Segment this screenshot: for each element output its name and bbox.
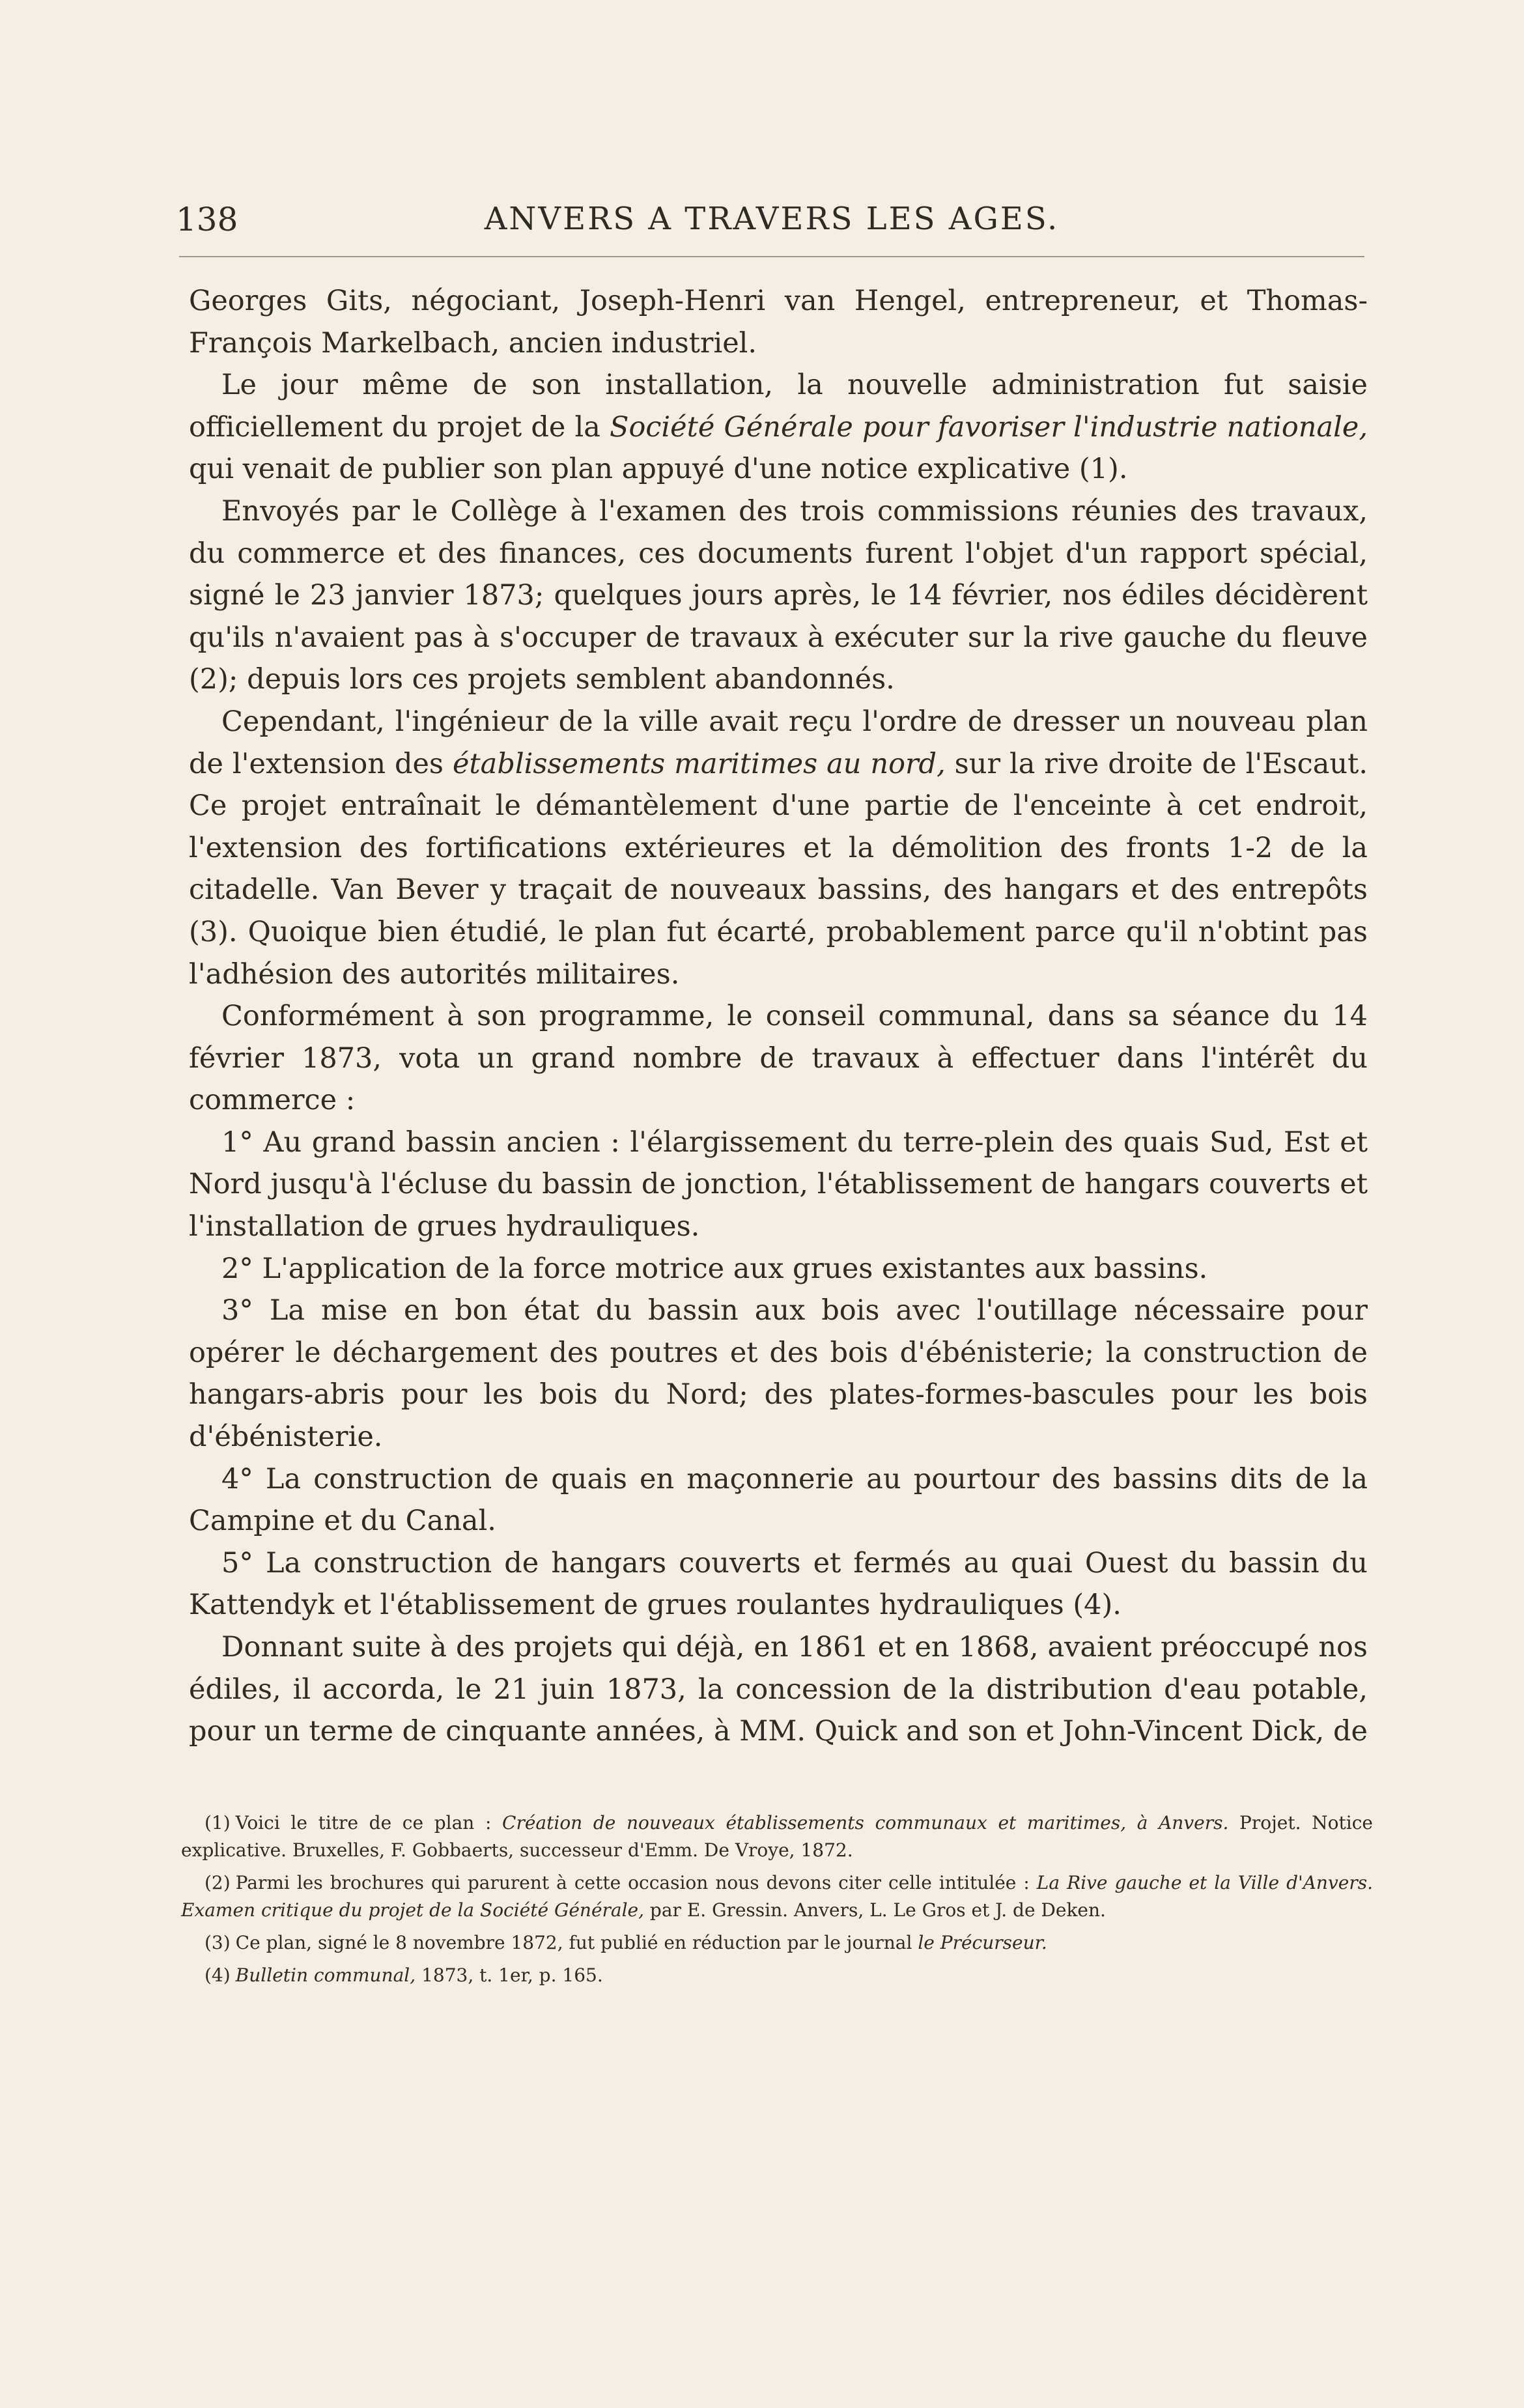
- footnote-2: [181, 1869, 1373, 1924]
- footnote-3: [181, 1929, 1373, 1957]
- paragraph-6: Donnant suite à des projets qui déjà, en 1861 et en 1868, avaient préoccupé nos édiles, il accorda, le 21 juin 1873, la concession de la distribution d'eau potable, pour un terme de cinquante années, à MM. Quick and son et John-Vincent Dick, de: [189, 1631, 1368, 1748]
- footnote-text-end: 1873, t. 1er, p. 165.: [416, 1964, 603, 1986]
- paragraph-2-text: Le jour même de son installation, la nouvelle administration fut saisie officiellement du projet de la: [189, 369, 1368, 444]
- footnote-italic: La Rive gauche et la Ville d'Anvers. Examen critique du projet de la Société Générale,: [181, 1872, 1373, 1921]
- page-number: 138: [176, 201, 238, 238]
- footnote-text-end: Projet. Notice explicative. Bruxelles, F. Gobbaerts, successeur d'Emm. De Vroye, 1872.: [181, 1812, 1373, 1861]
- running-title: ANVERS A TRAVERS LES AGES.: [484, 201, 1060, 237]
- paragraph-4: [189, 701, 1368, 995]
- footnotes: [181, 1809, 1373, 1994]
- paragraph-2: [189, 364, 1368, 490]
- footnote-4: [181, 1962, 1373, 1989]
- paragraph-2-text-end: qui venait de publier son plan appuyé d'une notice explicative (1).: [189, 453, 1128, 486]
- list-item-3: 3° La mise en bon état du bassin aux bois avec l'outillage nécessaire pour opérer le déchargement des poutres et des bois d'ébénisterie; la construction de hangars-abris pour les bois du Nord; des plates-formes-bascules pour les bois d'ébénisterie.: [189, 1294, 1368, 1454]
- paragraph-5: Conformément à son programme, le conseil communal, dans sa séance du 14 février 1873, vota un grand nombre de travaux à effectuer dans l'intérêt du commerce :: [189, 1000, 1368, 1117]
- paragraph-3: Envoyés par le Collège à l'examen des trois commissions réunies des travaux, du commerce et des finances, ces documents furent l'objet d'un rapport spécial, signé le 23 janvier 1873; quelques jours après, le 14 février, nos édiles décidèrent qu'ils n'avaient pas à s'occuper de travaux à exécuter sur la rive gauche du fleuve (2); depuis lors ces projets semblent abandonnés.: [189, 494, 1368, 696]
- footnote-mark: (3): [205, 1932, 231, 1953]
- footnote-italic: Création de nouveaux établissements communaux et maritimes, à Anvers.: [502, 1812, 1229, 1834]
- list-item-5: 5° La construction de hangars couverts et fermés au quai Ouest du bassin du Kattendyk et l'établissement de grues roulantes hydrauliques (4).: [189, 1546, 1368, 1622]
- footnote-italic: le Précurseur.: [918, 1932, 1047, 1953]
- list-item-4: 4° La construction de quais en maçonnerie au pourtour des bassins dits de la Campine et du Canal.: [189, 1462, 1368, 1538]
- footnote-mark: (2): [205, 1872, 231, 1893]
- footnote-mark: (4): [205, 1964, 231, 1986]
- paragraph-4-text-end: sur la rive droite de l'Escaut. Ce projet entraînait le démantèlement d'une partie de l'enceinte à cet endroit, l'extension des fortifications extérieures et la démolition des fronts 1-2 de la citadelle. Van Bever y traçait de nouveaux bassins, des hangars et des entrepôts (3). Quoique bien étudié, le plan fut écarté, probablement parce qu'il n'obtint pas l'adhésion des autorités militaires.: [189, 747, 1368, 991]
- header-rule: [179, 256, 1364, 257]
- list-item-2: 2° L'application de la force motrice aux grues existantes aux bassins.: [221, 1252, 1208, 1285]
- paragraph-4-italic: établissements maritimes au nord,: [452, 747, 946, 780]
- footnote-text: Parmi les brochures qui parurent à cette occasion nous devons citer celle intitulée :: [235, 1872, 1037, 1893]
- paragraph-2-italic: Société Générale pour favoriser l'industrie nationale,: [610, 410, 1368, 444]
- footnote-text-end: par E. Gressin. Anvers, L. Le Gros et J. de Deken.: [644, 1899, 1106, 1921]
- paragraph-1: Georges Gits, négociant, Joseph-Henri van Hengel, entrepreneur, et Thomas-François Markelbach, ancien industriel.: [189, 285, 1368, 360]
- list-item-1: 1° Au grand bassin ancien : l'élargissement du terre-plein des quais Sud, Est et Nord jusqu'à l'écluse du bassin de jonction, l'établissement de hangars couverts et l'installation de grues hydrauliques.: [189, 1126, 1368, 1243]
- paragraph-4-text: Cependant, l'ingénieur de la ville avait reçu l'ordre de dresser un nouveau plan de l'extension des: [189, 705, 1368, 780]
- body-text: [189, 280, 1368, 1753]
- page-header: [176, 201, 1368, 253]
- footnote-text: Ce plan, signé le 8 novembre 1872, fut publié en réduction par le journal: [235, 1932, 918, 1953]
- footnote-mark: (1): [205, 1812, 231, 1834]
- footnote-italic: Bulletin communal,: [235, 1964, 416, 1986]
- footnote-1: [181, 1809, 1373, 1864]
- footnote-text: Voici le titre de ce plan :: [235, 1812, 503, 1834]
